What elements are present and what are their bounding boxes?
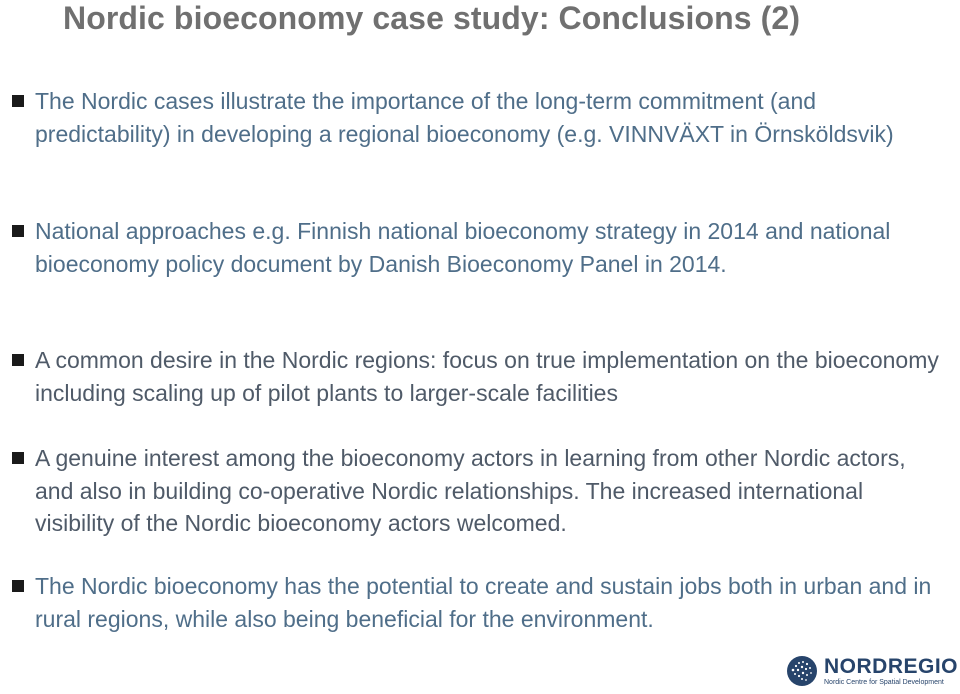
- square-bullet-icon: [12, 354, 24, 366]
- bullet-text: A common desire in the Nordic regions: focus on true implementation on the bioeconomy including scaling up of pilot plants to larger-scale facilities: [35, 347, 939, 406]
- bullet-text: National approaches e.g. Finnish national bioeconomy strategy in 2014 and national bioeconomy policy document by Danish Bioeconomy Panel in 2014.: [35, 218, 891, 277]
- logo-name: NORDREGIO: [824, 654, 959, 678]
- bullet-item-potential-jobs: [12, 570, 947, 635]
- square-bullet-icon: [12, 580, 24, 592]
- slide-title: Nordic bioeconomy case study: Conclusions (2): [63, 0, 801, 36]
- logo-text: [824, 656, 958, 687]
- bullet-text: The Nordic cases illustrate the importance of the long-term commitment (and predictability) in developing a regional bioeconomy (e.g. VINNVÄXT in Örnsköldsvik): [35, 88, 894, 147]
- logo-tagline: Nordic Centre for Spatial Development: [824, 678, 944, 686]
- bullet-item-common-desire: [12, 344, 947, 409]
- square-bullet-icon: [12, 452, 24, 464]
- nordregio-globe-icon: [786, 655, 818, 687]
- square-bullet-icon: [12, 225, 24, 237]
- bullet-item-genuine-interest: [12, 442, 947, 540]
- square-bullet-icon: [12, 95, 24, 107]
- bullet-item-national-approaches: [12, 215, 947, 280]
- bullet-text: A genuine interest among the bioeconomy actors in learning from other Nordic actors, and also in building co-operative Nordic relationships. The increased international visibility of the Nordic bioeconomy actors welcomed.: [35, 445, 906, 536]
- nordregio-logo: [786, 652, 959, 690]
- bullet-text: The Nordic bioeconomy has the potential to create and sustain jobs both in urban and in rural regions, while also being beneficial for the environment.: [35, 573, 932, 632]
- bullet-item-long-term-commitment: [12, 85, 947, 150]
